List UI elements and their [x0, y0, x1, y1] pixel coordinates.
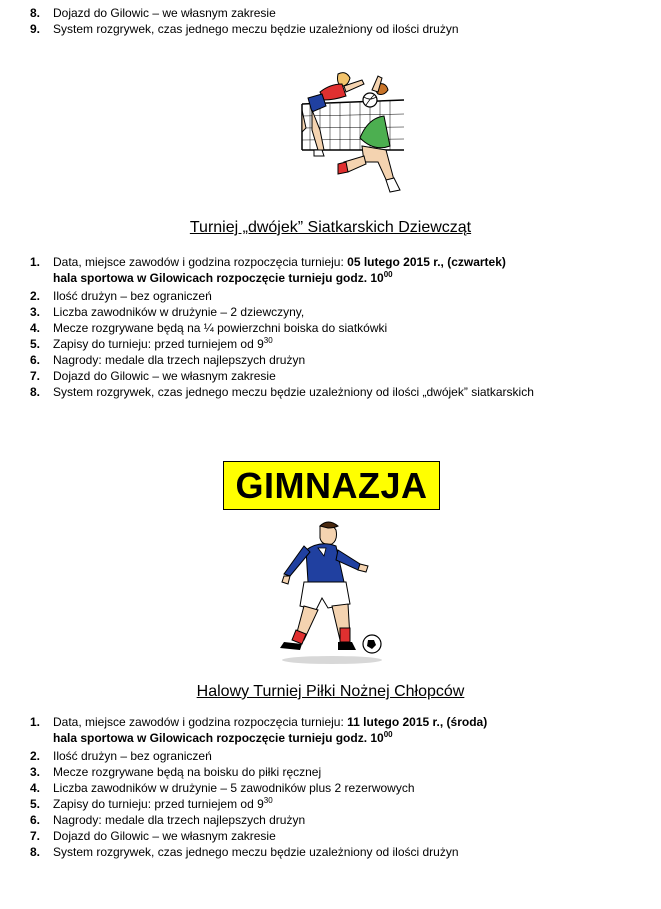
- list-item: 8. Dojazd do Gilowic – we własnym zakresie: [30, 6, 276, 20]
- list-item: 6. Nagrody: medale dla trzech najlepszych drużyn: [30, 813, 306, 827]
- top-list: [0, 5, 620, 37]
- list-item: 8. System rozgrywek, czas jednego meczu będzie uzależniony od ilości „dwójek” siatkarskich: [30, 385, 534, 399]
- gimnazja-banner: GIMNAZJA: [223, 461, 440, 510]
- list-item: 9. System rozgrywek, czas jednego meczu będzie uzależniony od ilości drużyn: [30, 22, 459, 36]
- volleyball-title: Turniej „dwójek” Siatkarskich Dziewcząt: [189, 219, 472, 236]
- list-item: 4. Mecze rozgrywane będą na ¼ powierzchni boiska do siatkówki: [30, 321, 388, 335]
- list-item: 2. Ilość drużyn – bez ograniczeń: [30, 749, 212, 763]
- football-rules-list: [0, 714, 620, 860]
- list-item: 3. Mecze rozgrywane będą na boisku do piłki ręcznej: [30, 765, 322, 779]
- list-item: 4. Liczba zawodników w drużynie – 5 zawodników plus 2 rezerwowych: [30, 781, 415, 795]
- list-item: 3. Liczba zawodników w drużynie – 2 dziewczyny,: [30, 305, 305, 319]
- volleyball-rules-list: [0, 254, 620, 400]
- list-item: 6. Nagrody: medale dla trzech najlepszych drużyn: [30, 353, 306, 367]
- football-player-icon: [270, 520, 388, 668]
- list-item: 5. Zapisy do turnieju: przed turniejem od $9^{30}$: [30, 796, 273, 811]
- list-item: 2. Ilość drużyn – bez ograniczeń: [30, 289, 212, 303]
- list-item: 7. Dojazd do Gilowic – we własnym zakresie: [30, 369, 276, 383]
- volleyball-players-icon: [300, 70, 406, 206]
- list-item: 7. Dojazd do Gilowic – we własnym zakresie: [30, 829, 276, 843]
- list-item: 5. Zapisy do turnieju: przed turniejem od $9^{30}$: [30, 336, 273, 351]
- football-title: Halowy Turniej Piłki Nożnej Chłopców: [196, 683, 465, 700]
- list-item: 1. Data, miejsce zawodów i godzina rozpoczęcia turnieju: 11 lutego 2015 r., (środa) hala sportowa w Gilowicach rozpoczęcie turnieju godz. $10^{00}$: [30, 715, 488, 745]
- list-item: 8. System rozgrywek, czas jednego meczu będzie uzależniony od ilości drużyn: [30, 845, 459, 859]
- list-item: 1. Data, miejsce zawodów i godzina rozpoczęcia turnieju: 05 lutego 2015 r., (czwartek) hala sportowa w Gilowicach rozpoczęcie turnieju godz. $10^{00}$: [30, 255, 506, 285]
